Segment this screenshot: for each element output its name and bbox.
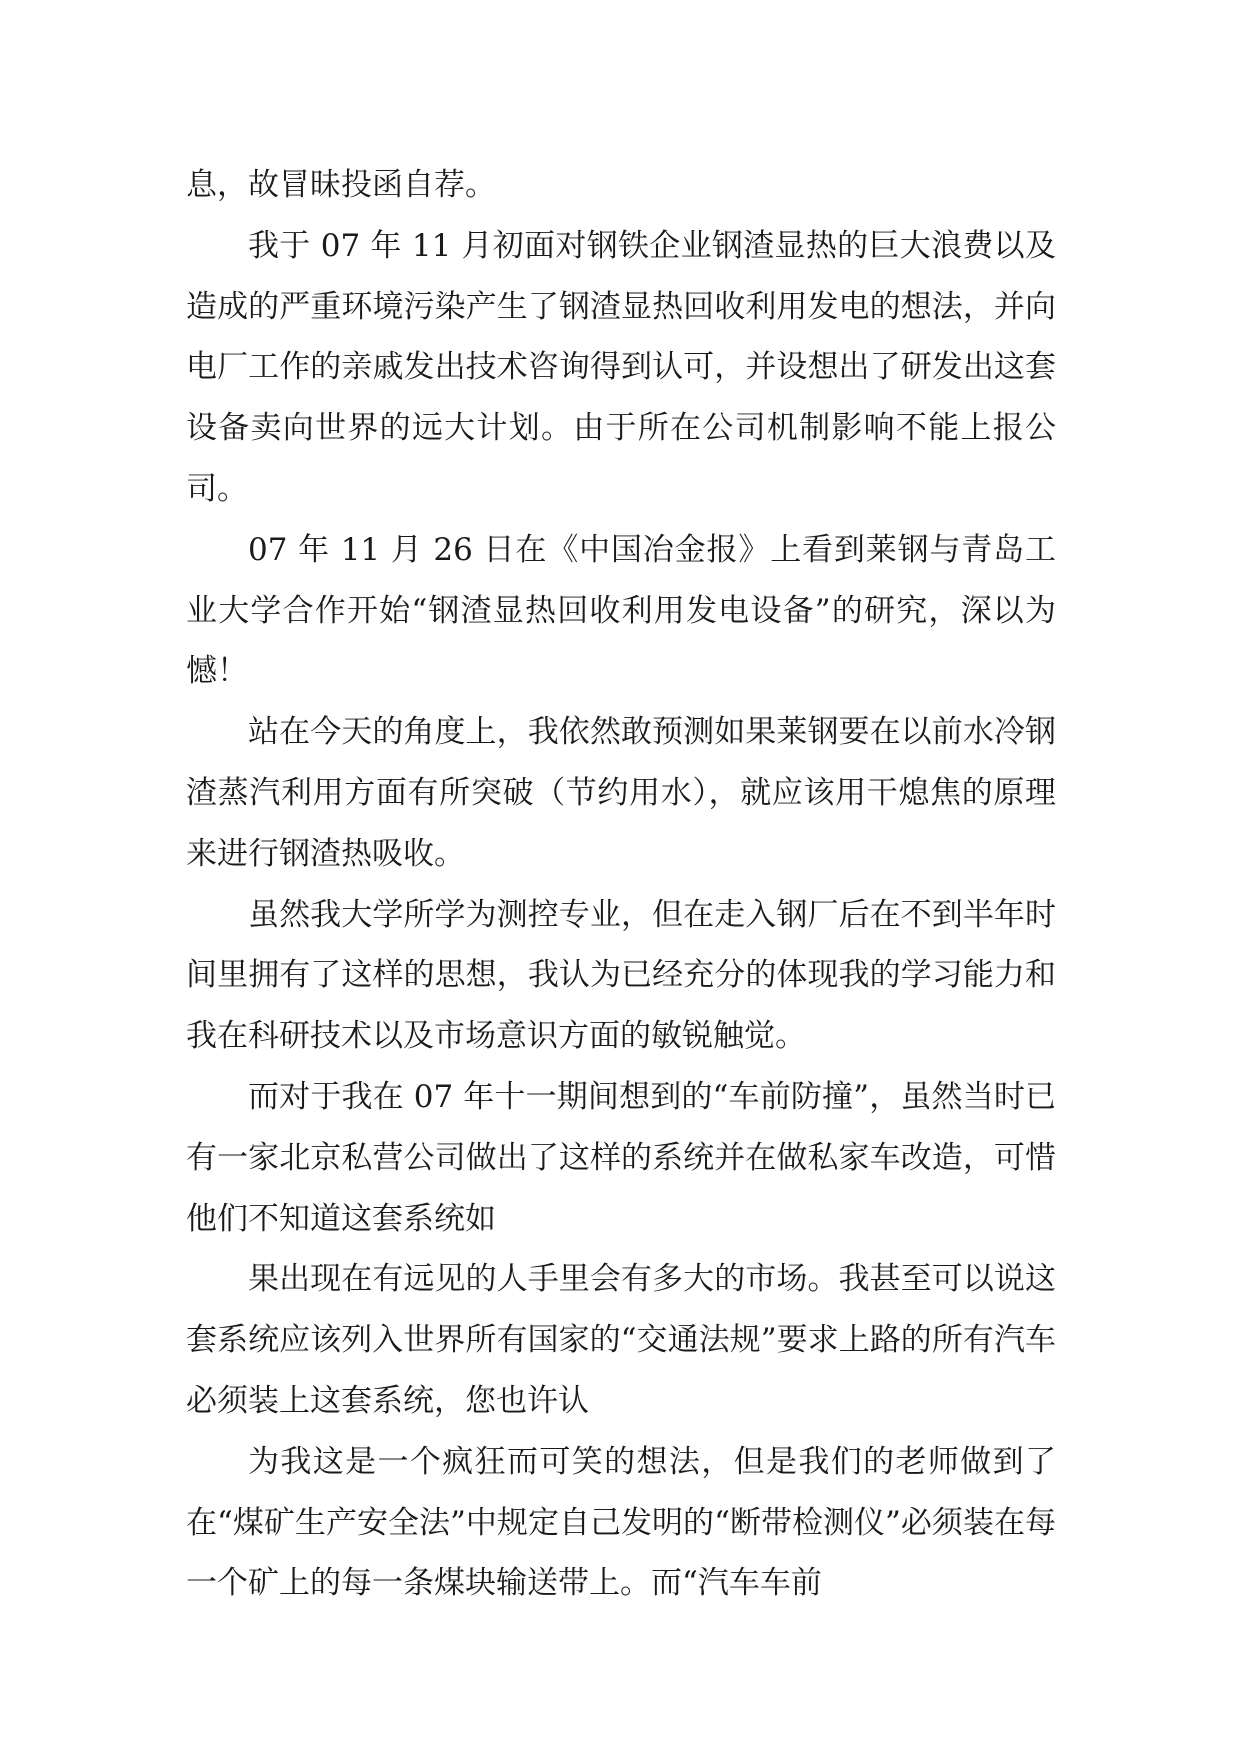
paragraph-teacher-example: 为我这是一个疯狂而可笑的想法，但是我们的老师做到了在“煤矿生产安全法”中规定自己发明的“断带检测仪”必须装在每一个矿上的每一条煤块输送带上。而“汽车车前 [186, 1443, 1056, 1602]
document-body [186, 155, 1056, 1614]
paragraph-steel-slag-idea: 我于 07 年 11 月初面对钢铁企业钢渣显热的巨大浪费以及造成的严重环境污染产生了钢渣显热回收利用发电的想法，并向电厂工作的亲戚发出技术咨询得到认可，并设想出了研发出这套设备卖向世界的远大计划。由于所在公司机制影响不能上报公司。 [186, 227, 1056, 507]
paragraph-market-vision: 果出现在有远见的人手里会有多大的市场。我甚至可以说这套系统应该列入世界所有国家的“交通法规”要求上路的所有汽车必须装上这套系统，您也许认 [186, 1261, 1056, 1419]
paragraph-collision-avoidance: 而对于我在 07 年十一期间想到的“车前防撞”，虽然当时已有一家北京私营公司做出了这样的系统并在做私家车改造，可惜他们不知道这套系统如 [186, 1078, 1056, 1237]
paragraph-learning-ability: 虽然我大学所学为测控专业，但在走入钢厂后在不到半年时间里拥有了这样的思想，我认为已经充分的体现我的学习能力和我在科研技术以及市场意识方面的敏锐触觉。 [186, 896, 1056, 1055]
paragraph-prediction: 站在今天的角度上，我依然敢预测如果莱钢要在以前水冷钢渣蒸汽利用方面有所突破（节约用水），就应该用干熄焦的原理来进行钢渣热吸收。 [186, 714, 1056, 872]
paragraph-laigang-news: 07 年 11 月 26 日在《中国冶金报》上看到莱钢与青岛工业大学合作开始“钢渣显热回收利用发电设备”的研究，深以为憾！ [186, 531, 1056, 690]
paragraph-continuation: 息，故冒昧投函自荐。 [186, 167, 496, 203]
